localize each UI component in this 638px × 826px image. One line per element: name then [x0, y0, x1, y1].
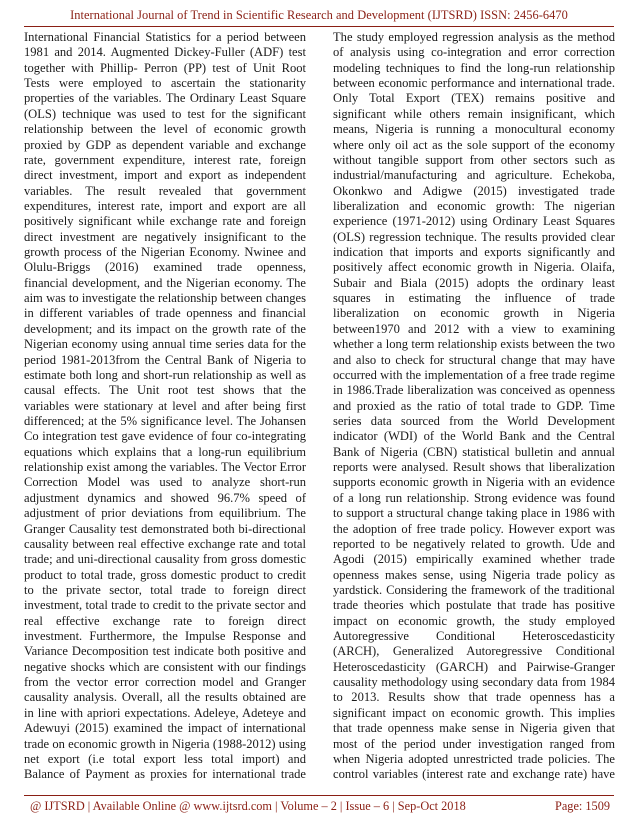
right-column [333, 30, 615, 782]
right-column-text: The study employed regression analysis as the method of analysis using co-integration and error correction modeling techniques to find the long-run relationship between economic performance and international trade. Only Total Export (TEX) remains positive and significant while others remain insignificant, which means, Nigeria is running a monocultural economy where only oil act as the sole support of the economy without tangible support from other sectors such as industrial/manufacturing and agriculture. Echekoba, Okonkwo and Adigwe (2015) investigated trade liberalization and economic growth: The nigerian experience (1971-2012) using Ordinary Least Squares (OLS) regression technique. The results provided clear indication that imports and exports significantly and positively affect economic growth in Nigeria. Olaifa, Subair and Biala (2015) adopts the ordinary least squares in estimating the influence of trade liberalization on economic growth in Nigeria between1970 and 2012 with a view to examining whether a long term relationship exists between the two and also to check for structural change that may have occurred with the implementation of a free trade regime in 1986.Trade liberalization was conceived as openness and proxied as the ratio of total trade to GDP. Time series data sourced from the World Development indicator (WDI) of the World Bank and the Central Bank of Nigeria (CBN) statistical bulletin and annual reports were analysed. Result shows that liberalization supports economic growth in Nigeria with an evidence of a long run relationship. Strong evidence was found to support a structural change taking place in 1986 with the adoption of free trade policy. However export was reported to be negatively related to growth. Ude and Agodi (2015) empirically examined whether trade openness makes sense, using Nigeria trade policy as yardstick. Considering the framework of the traditional trade theories which postulate that trade has positive impact on economic growth, the study employed Autoregressive Conditional Heteroscedasticity (ARCH), Generalized Autoregressive Conditional Heteroscedasticity (GARCH) and Pairwise-Granger causality methodology using secondary data from 1984 to 2013. Results show that trade openness has a significant impact on economic growth. This implies that trade openness make sense in Nigeria given that most of the period under investigation ranged from when Nigeria adopted unrestricted trade policies. The control variables (interest rate and exchange rate) have [333, 30, 615, 782]
page-number: Page: 1509 [555, 799, 610, 813]
page-footer [30, 799, 610, 814]
journal-header: International Journal of Trend in Scientific Research and Development (IJTSRD) ISSN: 2456-6470 [70, 8, 568, 22]
left-column [24, 30, 306, 782]
footer-divider [24, 795, 614, 796]
header-divider [24, 26, 614, 27]
footer-info: @ IJTSRD | Available Online @ www.ijtsrd.com | Volume – 2 | Issue – 6 | Sep-Oct 2018 [30, 799, 466, 813]
left-column-text: International Financial Statistics for a period between 1981 and 2014. Augmented Dickey-Fuller (ADF) test together with Phillip- Perron (PP) test of Unit Root Tests were employed to ascertain the stationarity properties of the variables. The Ordinary Least Square (OLS) technique was used to test for the significant relationship between the level of economic growth proxied by GDP as dependent variable and exchange rate, government expenditure, interest rate, foreign direct investment, import and export as independent variables. The result revealed that government expenditures, interest rate, import and export are all positively significant while exchange rate and foreign direct investment are negatively insignificant to the growth process of the Nigerian Economy. Nwinee and Olulu-Briggs (2016) examined trade openness, financial development, and the Nigerian economy. The aim was to investigate the relationship between changes in different variables of trade openness and financial development; and its impact on the growth rate of the Nigerian economy using annual time series data for the period 1981-2013from the Central Bank of Nigeria to estimate both long and short-run relationship as well as causal effects. The Unit root test shows that the variables were stationary at level and after being first differenced; at the 5% significance level. The Johansen Co integration test gave evidence of four co-integrating equations which explains that a long-run equilibrium relationship exist among the variables. The Vector Error Correction Model was used to analyze short-run adjustment dynamics and showed 96.7% speed of adjustment of prior deviations from equilibrium. The Granger Causality test demonstrated both bi-directional causality between real effective exchange rate and total trade; and uni-directional causality from gross domestic product to total trade, gross domestic product to credit to the private sector, total trade to foreign direct investment, total trade to credit to the private sector and real effective exchange rate to foreign direct investment. Furthermore, the Impulse Response and Variance Decomposition test indicate both positive and negative shocks which are consistent with our findings from the vector error correction model and Granger causality analysis. Overall, all the results obtained are in line with apriori expectations. Adeleye, Adeteye and Adewuyi (2015) examined the impact of international trade on economic growth in Nigeria (1988-2012) using net export (i.e total export less total import) and Balance of Payment as proxies for international trade [24, 30, 306, 782]
